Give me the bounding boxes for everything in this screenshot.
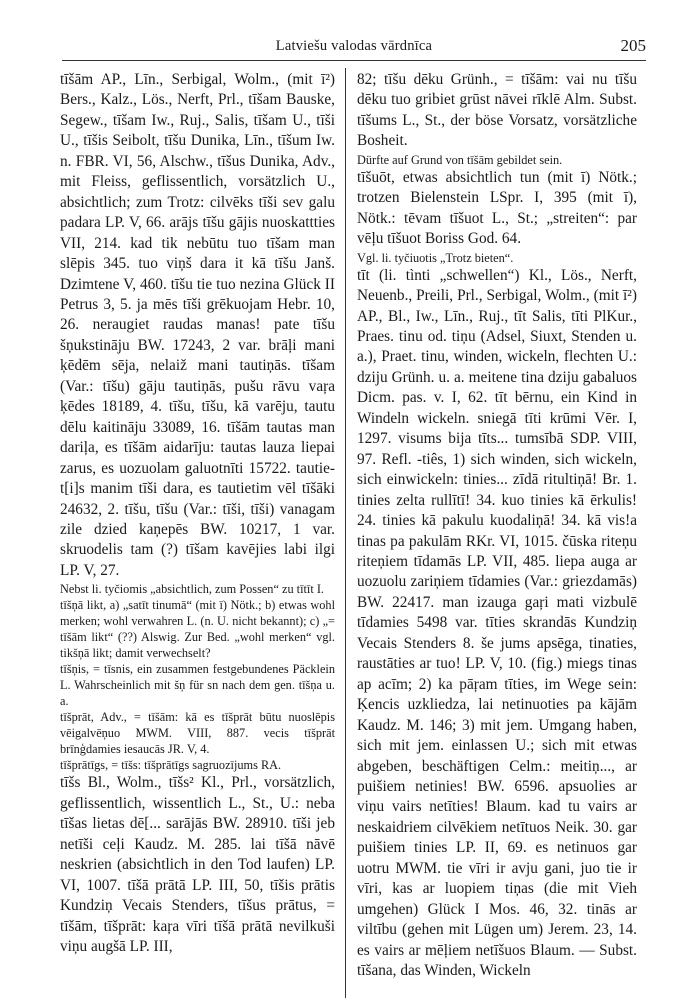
entry-tit: tīt (li. tìnti „schwellen“) Kl., Lös., Nerft, Neuenb., Preili, Prl., Serbigal, Wolm., (mit ī²) AP., Bl., Iw., Līn., Ruj., tīt Salis, tīti PlKur., Praes. tinu od. tiņu (Adsel, Siuxt, Stenden u. a.), Praet. tinu, winden, wickeln, flechten U.: dziju Grünh. u. a. meitene tina dziju gabaluos Dicm. pas. v. I, 62. tīt bērnu, ein Kind in Windeln wickeln. sniegā tīti krūmi Vēr. I, 1297. visums bija tīts... tumsībā SDP. VIII, 97. Refl. -tiês, 1) sich winden, sich wickeln, sich einwickeln: tinies... zīdā ritultiņā! Br. 1. tinies zelta rullītī! 34. kuo tinies kā ērkulis! 24. tinies kā pakulu kuodaliņā! 34. kā vis!a tinas pa pakulām RKr. VI, 1015. čūska riteņu riteņiem tīdamās LP. VII, 485. liepa auga ar uozuolu zariņiem tīdamies (Var.: griezdamās) BW. 22417. man izauga gaŗi mati vizbulē tīdamies 5498 var. tīties skrandās Kundziņ Vecais Stenders 8. še jums apsēga, tinaties, raustāties ar tuo! LP. V, 10. (fig.) miegs tinas ap acīm; 2) ka pāŗam tīties, im Wege sein: Ķencis uzkliedza, lai netinuoties pa kājām Kaudz. M. 146; 3) mit jem. Umgang haben, sich mit jem. einlassen U.; sich mit etwas abgeben, beschäftigen Celm.: meitiņ..., ar puišiem netinies! BW. 6596. apsuolies ar viņu vairs netīties! Blaum. kad tu vairs ar neskaidriem cilvēkiem netītuos Neik. 30. gar puišiem tinies LP. II, 69. es netinuos gar uotru MWM. tie vīri ir avju gani, juo tie ir vīri, kas ar luopiem tiņas (die mit Vieh umgehen) Glück I Mos. 46, 32. tinās ar viltību (gehen mit Lügen um) Jerem. 23, 14. es vairs ar mēļiem netīšuos Blaum. — Subst. tīšana, das Winden, Wickeln	[357, 266, 637, 980]
page-number: 205	[620, 36, 646, 55]
running-title: Latviešu valodas vārdnīca	[275, 38, 433, 54]
entry-tisuot: tīšuōt, etwas absichtlich tun (mit ī) Nötk.; trotzen Bielenstein LSpr. I, 395 (mit ī), Nötk.: tēvam tīšuot L., St.; „streiten“: par vēļu tīšuot Boriss God. 64.	[357, 168, 637, 248]
entry-tispratigs: tīšprātīgs, = tīšs: tīšprātīgs sagruozījums RA.	[60, 758, 282, 773]
etymology-note-tisam: Nebst li. tyčiomis „absichtlich, zum Possen“ zu tītīt I.	[60, 582, 324, 597]
running-header	[62, 36, 646, 58]
column-divider	[345, 68, 346, 998]
entry-tisnis: tīšņis, = tīsnis, ein zusammen festgebundenes Päcklein L. Wahrscheinlich mit šņ für sn nach dem gen. tīšņa u. a.	[60, 662, 335, 709]
entry-tisam: tīšām AP., Līn., Serbigal, Wolm., (mit ī²) Bers., Kalz., Lös., Nerft, Prl., tīšam Bauske, Segew., tīšam Iw., Ruj., Salis, tīšam U., tīši U., tīšis Seibolt, tīšu Dunika, Līn., tīšum Iw. n. FBR. VI, 56, Alschw., tīšus Dunika, Adv., mit Fleiss, geflissentlich, vorsätzlich U., absichtlich; zum Trotz: cilvēks tīši sev galu padara LP. V, 66. arājs tīšu gājis nuoskattties VII, 214. kad tik nebūtu tuo tīšam man slēpis 345. tuo viņš dara it kā tīšu Janš. Dzimtene V, 460. tīšu tie tuo nezina Glück II Petrus 3, 5. ja mēs tīši grēkuojam Hebr. 10, 26. neraugiet raudas manas! pate tīšu šņukstināju BW. 17243, 2 var. brāļi mani ķēdēm sēja, nelaiž mani tautiņās. tīšam (Var.: tīšu) gāju tautiņās, pušu rāvu vaŗa ķēdes 18189, 4. tīšu, tīšu, kā varēju, tautu dēlu kaitināju 33089, 16. tīšām tautas man dariļa, es tīšām aidarīju: tautas lauza liepai zarus, es uozuolam galuotnīti 15722. tautie-t[i]s manim tīši dara, es tautietim vēl tīšāki 24632, 2. tīšu, tīšu (Var.: tīši, tīši) vanagam zile dzied kaņepēs BW. 10217, 1 var. skruodelis tam (?) tīšam kavējies labi ilgi LP. V, 27.	[60, 71, 335, 579]
entry-tisna: tīšņā likt, a) „satīt tinumā“ (mit ī) Nötk.; b) etwas wohl merken; wohl verwahren L. (n. U. nicht bekannt); c) „= tīšām likt“ (??) Alswig. Zur Bed. „wohl merken“ vgl. tikšņā likt; damit verwechselt?	[60, 598, 335, 661]
right-column	[357, 70, 637, 981]
entry-tiss-continued: 82; tīšu dēku Grünh., = tīšām: vai nu tīšu dēku tuo gribiet grūst nāvei rīklē Alm. Subst. tīšums L., St., der böse Vorsatz, vorsätzliche Bosheit.	[357, 71, 637, 150]
entry-tisprat: tīšprāt, Adv., = tīšām: kā es tīšprāt būtu nuoslēpis vēigalvēņuo MWM. VIII, 887. vecis tīšprāt brīnģdamies iesaucās JR. V, 4.	[60, 710, 335, 757]
note-tisums: Dürfte auf Grund von tīšām gebildet sein.	[357, 152, 563, 167]
left-column	[60, 70, 335, 957]
note-tisuot: Vgl. li. tyčiuotis „Trotz bieten“.	[357, 250, 514, 265]
entry-tiss: tīšs Bl., Wolm., tīšs² Kl., Prl., vorsätzlich, geflissentlich, wissentlich L., St., U.: neba tīšas lietas dē[... sarājās BW. 28910. tīši jeb netīši ceļi Kaudz. M. 285. lai tīšā nāvē neskrien (absichtlich in den Tod laufen) LP. VI, 1007. tīšā prātā LP. III, 50, tīšis prātis Kundziņ Vecais Stenders, tīšus prātus, = tīšām, tīšprāt: kaŗa vīri tīšā prātā nevilkuši viņu augšā LP. III,	[60, 774, 335, 955]
header-rule	[62, 60, 646, 61]
